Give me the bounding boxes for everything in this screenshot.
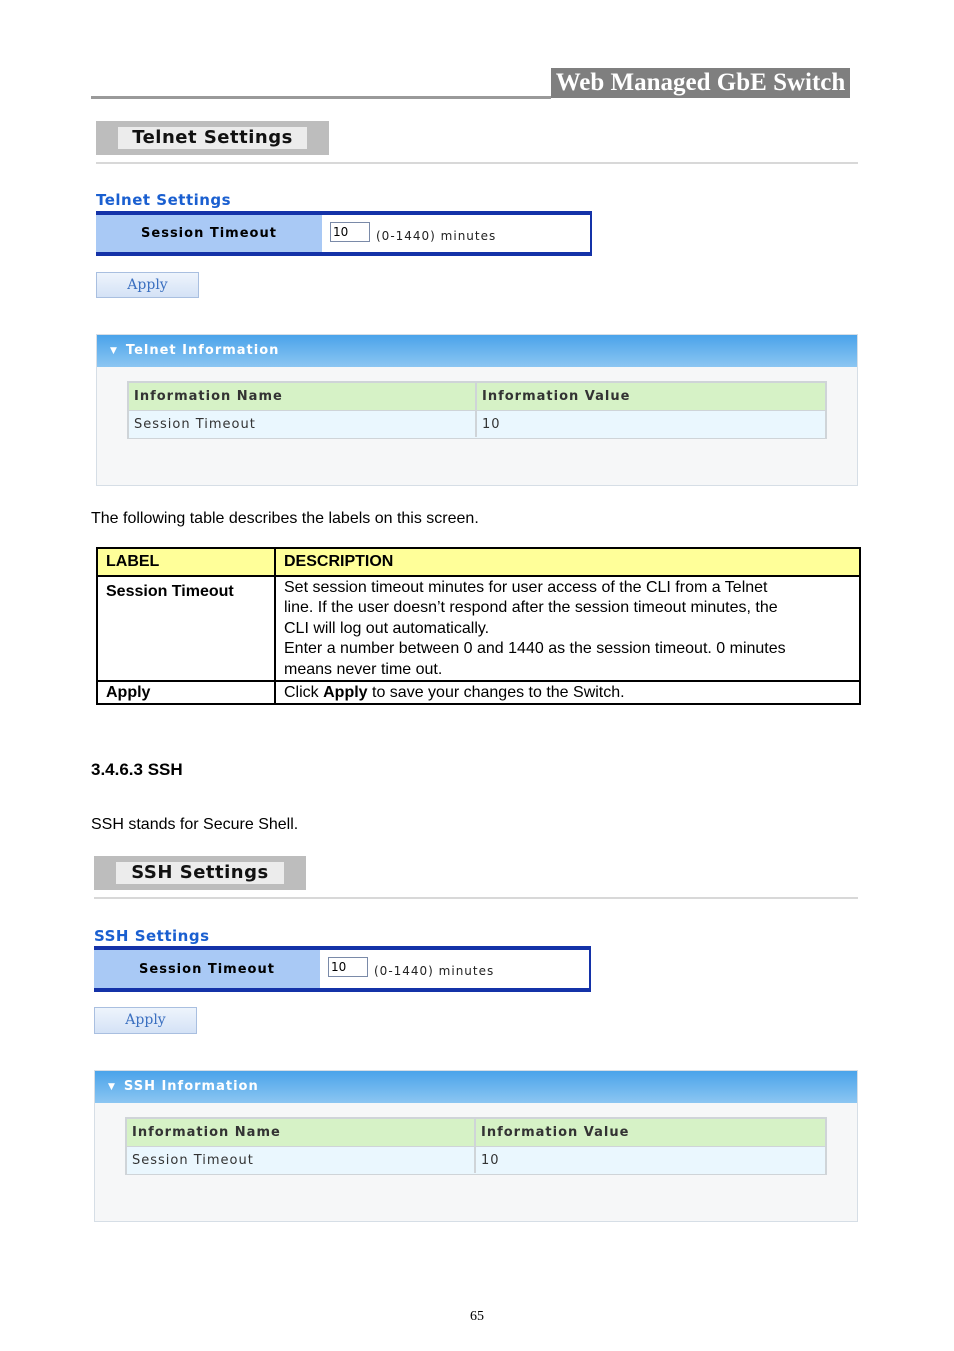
table-header-row — [129, 383, 825, 410]
row-information-value: 10 — [481, 1153, 500, 1168]
col-label: LABEL — [97, 548, 275, 576]
telnet-session-timeout-label: Session Timeout — [96, 215, 324, 252]
col-information-name: Information Name — [132, 1125, 281, 1140]
ssh-session-timeout-input[interactable]: 10 — [328, 957, 368, 977]
collapse-triangle-icon: ▼ — [110, 346, 118, 356]
telnet-divider — [96, 162, 858, 164]
telnet-apply-button[interactable]: Apply — [96, 272, 199, 298]
document-title: Web Managed GbE Switch — [551, 68, 850, 98]
telnet-session-timeout-input[interactable]: 10 — [330, 222, 370, 242]
collapse-triangle-icon: ▼ — [108, 1082, 116, 1092]
ssh-session-timeout-label: Session Timeout — [94, 950, 322, 988]
row-information-name: Session Timeout — [134, 417, 256, 432]
desc-line: CLI will log out automatically. — [284, 619, 490, 637]
desc-text: Click — [284, 684, 324, 702]
telnet-information-title: Telnet Information — [125, 343, 280, 358]
intro-paragraph: The following table describes the labels on this screen. — [91, 510, 479, 527]
col-information-value: Information Value — [482, 389, 631, 404]
label-description-table — [96, 547, 861, 705]
table-header-row — [127, 1119, 825, 1146]
telnet-banner — [96, 121, 329, 155]
row-information-value: 10 — [482, 417, 501, 432]
ssh-apply-button[interactable]: Apply — [94, 1007, 197, 1034]
ssh-range-hint: (0-1440) minutes — [374, 964, 495, 978]
ssh-divider — [94, 897, 858, 899]
section-heading: 3.4.6.3 SSH — [91, 760, 183, 779]
ssh-information-table — [125, 1117, 827, 1175]
header-rule — [91, 96, 551, 99]
col-description: DESCRIPTION — [275, 548, 860, 576]
page-number: 65 — [470, 1309, 484, 1324]
row-information-name: Session Timeout — [132, 1153, 254, 1168]
column-divider — [475, 383, 477, 437]
telnet-settings-form — [96, 211, 592, 256]
ssh-intro-paragraph: SSH stands for Secure Shell. — [91, 816, 299, 833]
desc-line: line. If the user doesn’t respond after the session timeout minutes, the — [284, 599, 778, 617]
telnet-information-table — [127, 381, 827, 439]
table-row — [129, 410, 825, 438]
ssh-banner-label: SSH Settings — [116, 862, 284, 884]
ssh-settings-title: SSH Settings — [94, 927, 210, 945]
ssh-information-panel — [94, 1070, 858, 1222]
row-label-apply: Apply — [97, 681, 275, 704]
table-header-row — [97, 548, 860, 576]
desc-text: to save your changes to the Switch. — [367, 684, 625, 702]
row-label-session-timeout: Session Timeout — [97, 576, 275, 681]
row-desc-apply — [275, 681, 860, 704]
row-desc-session-timeout — [275, 576, 860, 681]
table-row — [97, 576, 860, 681]
ssh-information-header[interactable] — [95, 1071, 857, 1103]
ssh-information-title: SSH Information — [123, 1079, 259, 1094]
desc-bold: Apply — [323, 684, 368, 702]
col-information-name: Information Name — [134, 389, 283, 404]
table-row — [127, 1146, 825, 1174]
desc-line: means never time out. — [284, 660, 443, 678]
table-row — [97, 681, 860, 704]
ssh-settings-form — [94, 946, 591, 992]
telnet-information-header[interactable] — [97, 335, 857, 367]
ssh-banner — [94, 856, 306, 890]
col-information-value: Information Value — [481, 1125, 630, 1140]
desc-line: Enter a number between 0 and 1440 as the session timeout. 0 minutes — [284, 640, 786, 658]
column-divider — [474, 1119, 476, 1173]
telnet-information-panel — [96, 334, 858, 486]
telnet-banner-label: Telnet Settings — [118, 127, 307, 149]
telnet-settings-title: Telnet Settings — [96, 191, 232, 209]
desc-line: Set session timeout minutes for user access of the CLI from a Telnet — [284, 579, 768, 596]
telnet-range-hint: (0-1440) minutes — [376, 229, 497, 243]
